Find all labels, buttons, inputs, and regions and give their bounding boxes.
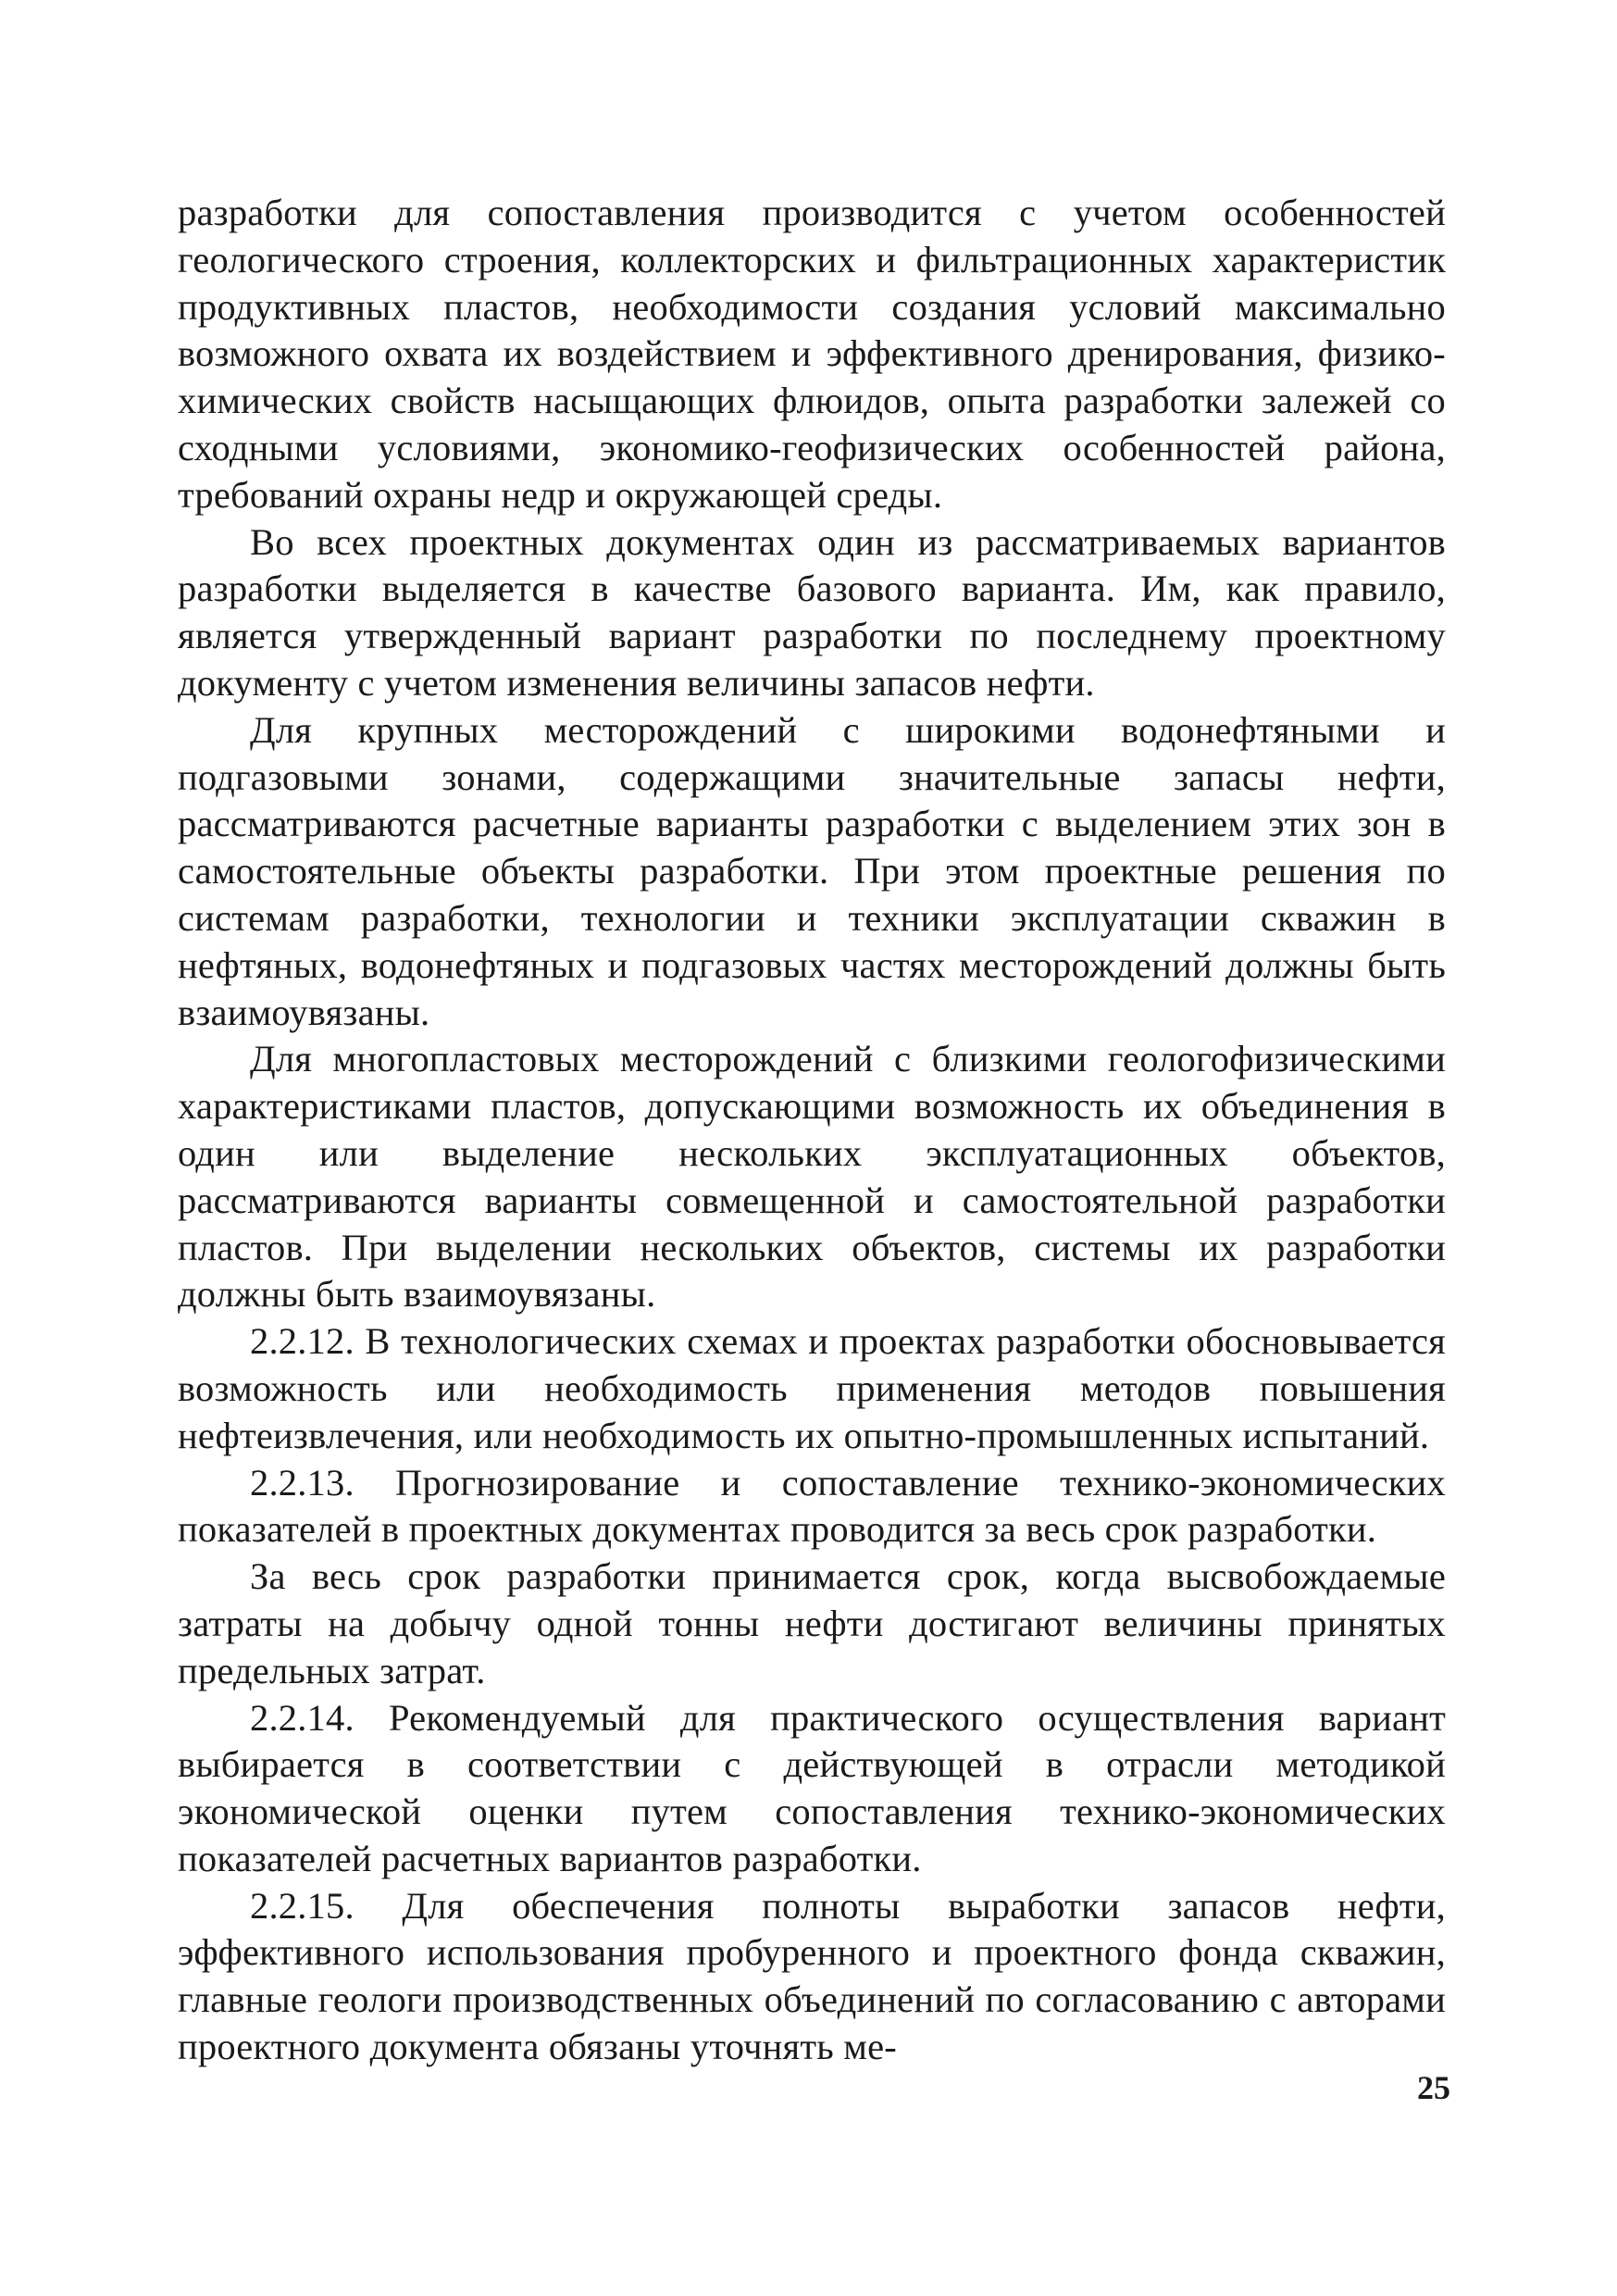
paragraph-section-2-2-14: 2.2.14. Рекомендуемый для практического осуществления вариант выбирается в соответствии с действующей в отрасли методикой экономической оценки путем сопоставления технико-экономических показателей расчетных вариантов разработки. — [178, 1696, 1446, 1879]
paragraph-continuation: разработки для сопоставления производится с учетом особенностей геологического строения, коллекторских и фильтрационных характеристик продуктивных пластов, необходимости создания условий максимально возможного охвата их воздействием и эффективного дренирования, физико-химических свойств насыщающих флюидов, опыта разработки залежей со сходными условиями, экономико-геофизических особенностей района, требований охраны недр и окружающей среды. — [178, 192, 1446, 516]
document-body — [178, 190, 1446, 2071]
paragraph-large-fields: Для крупных месторождений с широкими водонефтяными и подгазовыми зонами, содержащими значительные запасы нефти, рассматриваются расчетные варианты разработки с выделением этих зон в самостоятельные объекты разработки. При этом проектные решения по системам разработки, технологии и техники эксплуатации скважин в нефтяных, водонефтяных и подгазовых частях месторождений должны быть взаимоувязаны. — [178, 708, 1446, 1033]
paragraph-full-term: За весь срок разработки принимается срок, когда высвобождаемые затраты на добычу одной тонны нефти достигают величины принятых предельных затрат. — [178, 1555, 1446, 1691]
paragraph-multilayer-fields: Для многопластовых месторождений с близкими геологофизическими характеристиками пластов, допускающими возможность их объединения в один или выделение нескольких эксплуатационных объектов, рассматриваются варианты совмещенной и самостоятельной разработки пластов. При выделении нескольких объектов, системы их разработки должны быть взаимоувязаны. — [178, 1038, 1446, 1316]
paragraph-section-2-2-13: 2.2.13. Прогнозирование и сопоставление технико-экономических показателей в проектных документах проводится за весь срок разработки. — [178, 1461, 1446, 1551]
paragraph-base-variant: Во всех проектных документах один из рассматриваемых вариантов разработки выделяется в качестве базового варианта. Им, как правило, является утвержденный вариант разработки по последнему проектному документу с учетом изменения величины запасов нефти. — [178, 520, 1446, 704]
paragraph-section-2-2-12: 2.2.12. В технологических схемах и проектах разработки обосновывается возможность или необходимость применения методов повышения нефтеизвлечения, или необходимость их опытно-промышленных испытаний. — [178, 1320, 1446, 1456]
paragraph-section-2-2-15: 2.2.15. Для обеспечения полноты выработки запасов нефти, эффективного использования пробуренного и проектного фонда скважин, главные геологи производственных объединений по согласованию с авторами проектного документа обязаны уточнять ме- — [178, 1884, 1446, 2068]
page-number: 25 — [1417, 2069, 1450, 2106]
